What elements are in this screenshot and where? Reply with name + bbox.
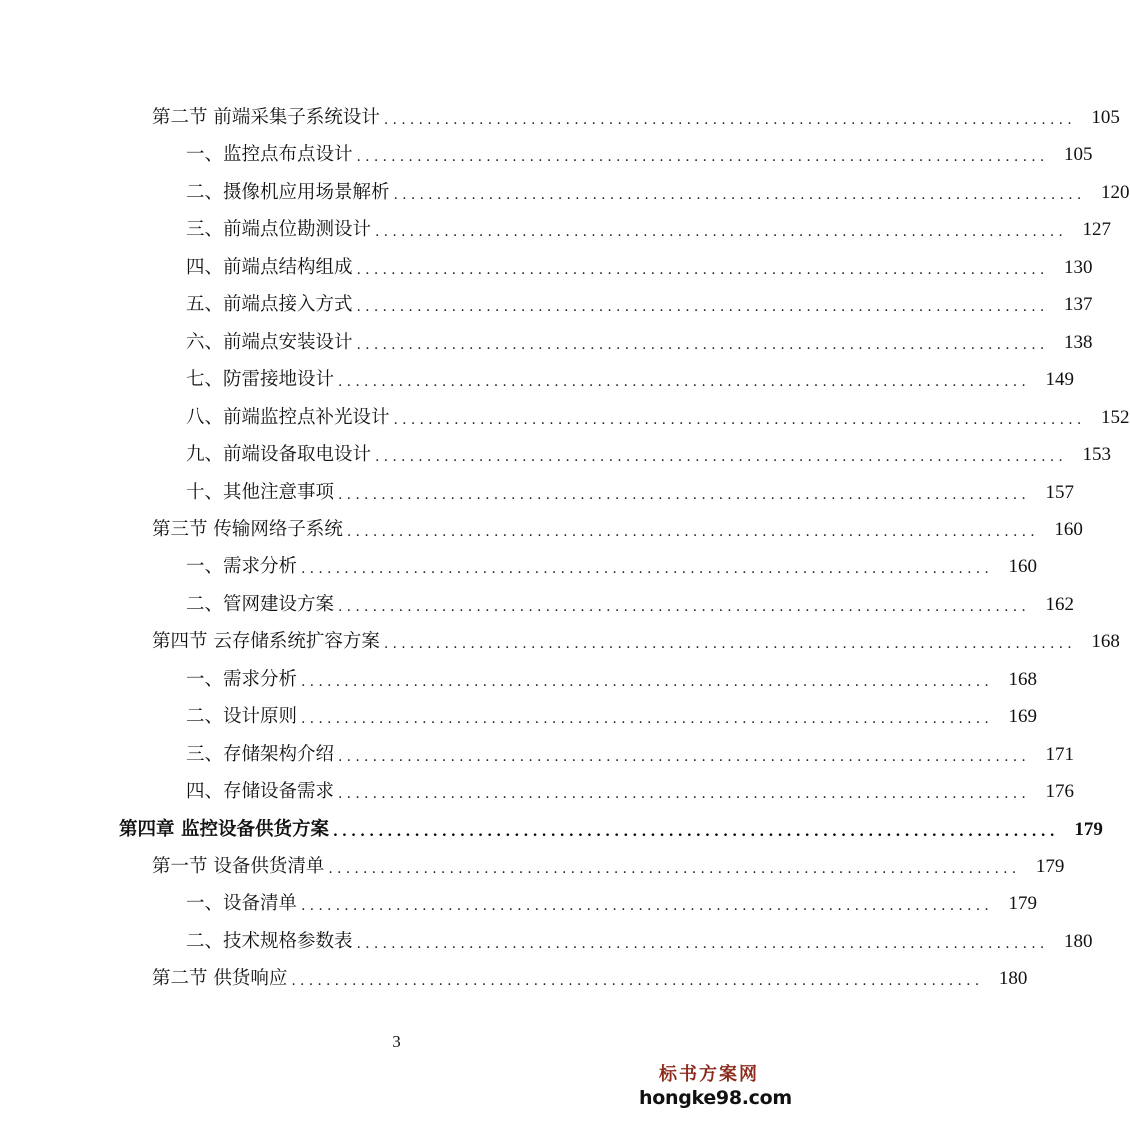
toc-entry-page: 180	[1064, 930, 1093, 952]
toc-entry-page: 169	[1008, 706, 1038, 728]
toc-leader-dots: ................................................................................	[338, 598, 1031, 615]
toc-leader-dots: ................................................................................	[356, 299, 1049, 316]
toc-entry[interactable]	[0, 961, 1028, 997]
toc-entry-page: 127	[1082, 219, 1112, 241]
toc-leader-dots: ................................................................................	[375, 224, 1068, 241]
toc-entry-label: 八、前端监控点补光设计	[186, 406, 390, 428]
toc-entry-page: 171	[1045, 743, 1075, 765]
toc-leader-dots: ................................................................................	[393, 186, 1086, 203]
toc-entry[interactable]	[0, 699, 1038, 735]
toc-leader-dots: ................................................................................	[332, 823, 1059, 840]
toc-entry[interactable]	[0, 362, 1075, 398]
toc-entry[interactable]	[0, 212, 1112, 248]
toc-entry-page: 179	[1035, 856, 1065, 877]
toc-leader-dots: ................................................................................	[356, 149, 1049, 166]
toc-entry-page: 130	[1064, 256, 1093, 278]
toc-leader-dots: ................................................................................	[383, 112, 1076, 128]
toc-leader-dots: ................................................................................	[338, 486, 1031, 503]
toc-entry-label: 九、前端设备取电设计	[186, 444, 372, 466]
toc-entry[interactable]	[0, 287, 1093, 323]
toc-entry-label: 第四章 监控设备供货方案	[119, 818, 329, 840]
toc-leader-dots: ................................................................................	[356, 935, 1049, 952]
toc-entry-label: 五、前端点接入方式	[186, 294, 353, 316]
toc-entry-page: 176	[1045, 781, 1075, 803]
toc-entry-label: 一、需求分析	[186, 556, 298, 578]
toc-entry[interactable]	[0, 549, 1038, 585]
toc-entry-label: 一、设备清单	[186, 893, 298, 915]
toc-entry-label: 第四节 云存储系统扩容方案	[152, 631, 380, 653]
toc-entry-page: 152	[1101, 406, 1130, 428]
toc-entry-label: 一、需求分析	[186, 668, 298, 690]
toc-leader-dots: ................................................................................	[383, 636, 1076, 653]
toc-entry[interactable]	[0, 812, 1103, 848]
toc-entry[interactable]	[0, 924, 1093, 960]
toc-entry-label: 二、管网建设方案	[186, 593, 335, 615]
watermark-url: hongke98.com	[639, 1087, 792, 1109]
toc-entry-label: 二、摄像机应用场景解析	[186, 181, 390, 203]
toc-entry-page: 162	[1045, 593, 1075, 615]
toc-leader-dots: ................................................................................	[393, 411, 1086, 428]
toc-entry-label: 第二节 供货响应	[152, 968, 288, 990]
toc-entry-label: 二、设计原则	[186, 706, 298, 728]
toc-entry-page: 120	[1101, 181, 1130, 203]
toc-entry[interactable]	[0, 400, 1130, 436]
toc-entry-page: 168	[1008, 668, 1038, 690]
toc-entry[interactable]	[0, 624, 1120, 660]
toc-leader-dots: ................................................................................	[375, 449, 1068, 466]
toc-entry-page: 138	[1064, 331, 1093, 353]
toc-entry-page: 149	[1045, 369, 1075, 391]
toc-entry-label: 四、前端点结构组成	[186, 256, 353, 278]
toc-entry[interactable]	[0, 475, 1075, 511]
toc-leader-dots: ................................................................................	[301, 673, 994, 690]
toc-entry-page: 179	[1008, 893, 1038, 915]
toc-entry-label: 四、存储设备需求	[186, 781, 335, 803]
toc-entry-page: 180	[998, 968, 1028, 990]
toc-entry[interactable]	[0, 137, 1093, 173]
toc-leader-dots: ................................................................................	[338, 748, 1031, 765]
page-number: 3	[392, 1032, 401, 1051]
toc-entry[interactable]	[0, 250, 1093, 286]
toc-entry-page: 160	[1008, 556, 1038, 578]
toc-entry-page: 179	[1074, 818, 1103, 840]
toc-entry-label: 十、其他注意事项	[186, 481, 335, 503]
watermark-logo	[639, 1064, 792, 1110]
toc-entry[interactable]	[0, 886, 1038, 922]
toc-leader-dots: ................................................................................	[291, 973, 984, 990]
toc-entry-label: 七、防雷接地设计	[186, 369, 335, 391]
toc-entry-page: 153	[1082, 444, 1112, 466]
toc-entry[interactable]	[0, 437, 1112, 473]
toc-entry-label: 第三节 传输网络子系统	[152, 518, 343, 540]
toc-entry[interactable]	[0, 662, 1038, 698]
toc-leader-dots: ................................................................................	[301, 561, 994, 578]
toc-entry-page: 168	[1091, 631, 1120, 653]
toc-entry-label: 三、前端点位勘测设计	[186, 219, 372, 241]
toc-entry[interactable]	[0, 325, 1093, 361]
toc-entry[interactable]	[0, 175, 1130, 211]
toc-leader-dots: ................................................................................	[301, 711, 994, 728]
toc-leader-dots: ................................................................................	[346, 523, 1039, 540]
toc-leader-dots: ................................................................................	[338, 374, 1031, 391]
toc-entry-page: 160	[1054, 518, 1083, 540]
toc-leader-dots: ................................................................................	[338, 786, 1031, 803]
watermark-brand: 标书方案网	[659, 1064, 759, 1085]
toc-leader-dots: ................................................................................	[356, 336, 1049, 353]
toc-entry[interactable]	[0, 512, 1083, 548]
toc-entry-label: 二、技术规格参数表	[186, 930, 353, 952]
toc-entry[interactable]	[0, 849, 1065, 885]
toc-entry[interactable]	[0, 587, 1075, 623]
toc-entry-label: 六、前端点安装设计	[186, 331, 353, 353]
toc-entry-label: 一、监控点布点设计	[186, 144, 353, 166]
toc-entry-page: 137	[1064, 294, 1093, 316]
toc-leader-dots: ................................................................................	[356, 261, 1049, 278]
toc-entry[interactable]	[0, 737, 1075, 773]
toc-leader-dots: ................................................................................	[328, 861, 1021, 877]
toc-leader-dots: ................................................................................	[301, 898, 994, 915]
toc-entry[interactable]	[0, 100, 1120, 136]
toc-entry-page: 105	[1064, 144, 1093, 166]
toc-entry[interactable]	[0, 774, 1075, 810]
toc-entry-page: 157	[1045, 481, 1075, 503]
toc-entry-page: 105	[1091, 107, 1120, 128]
toc-entry-label: 第一节 设备供货清单	[152, 856, 325, 877]
toc-entry-label: 三、存储架构介绍	[186, 743, 335, 765]
toc-entry-label: 第二节 前端采集子系统设计	[152, 107, 380, 128]
